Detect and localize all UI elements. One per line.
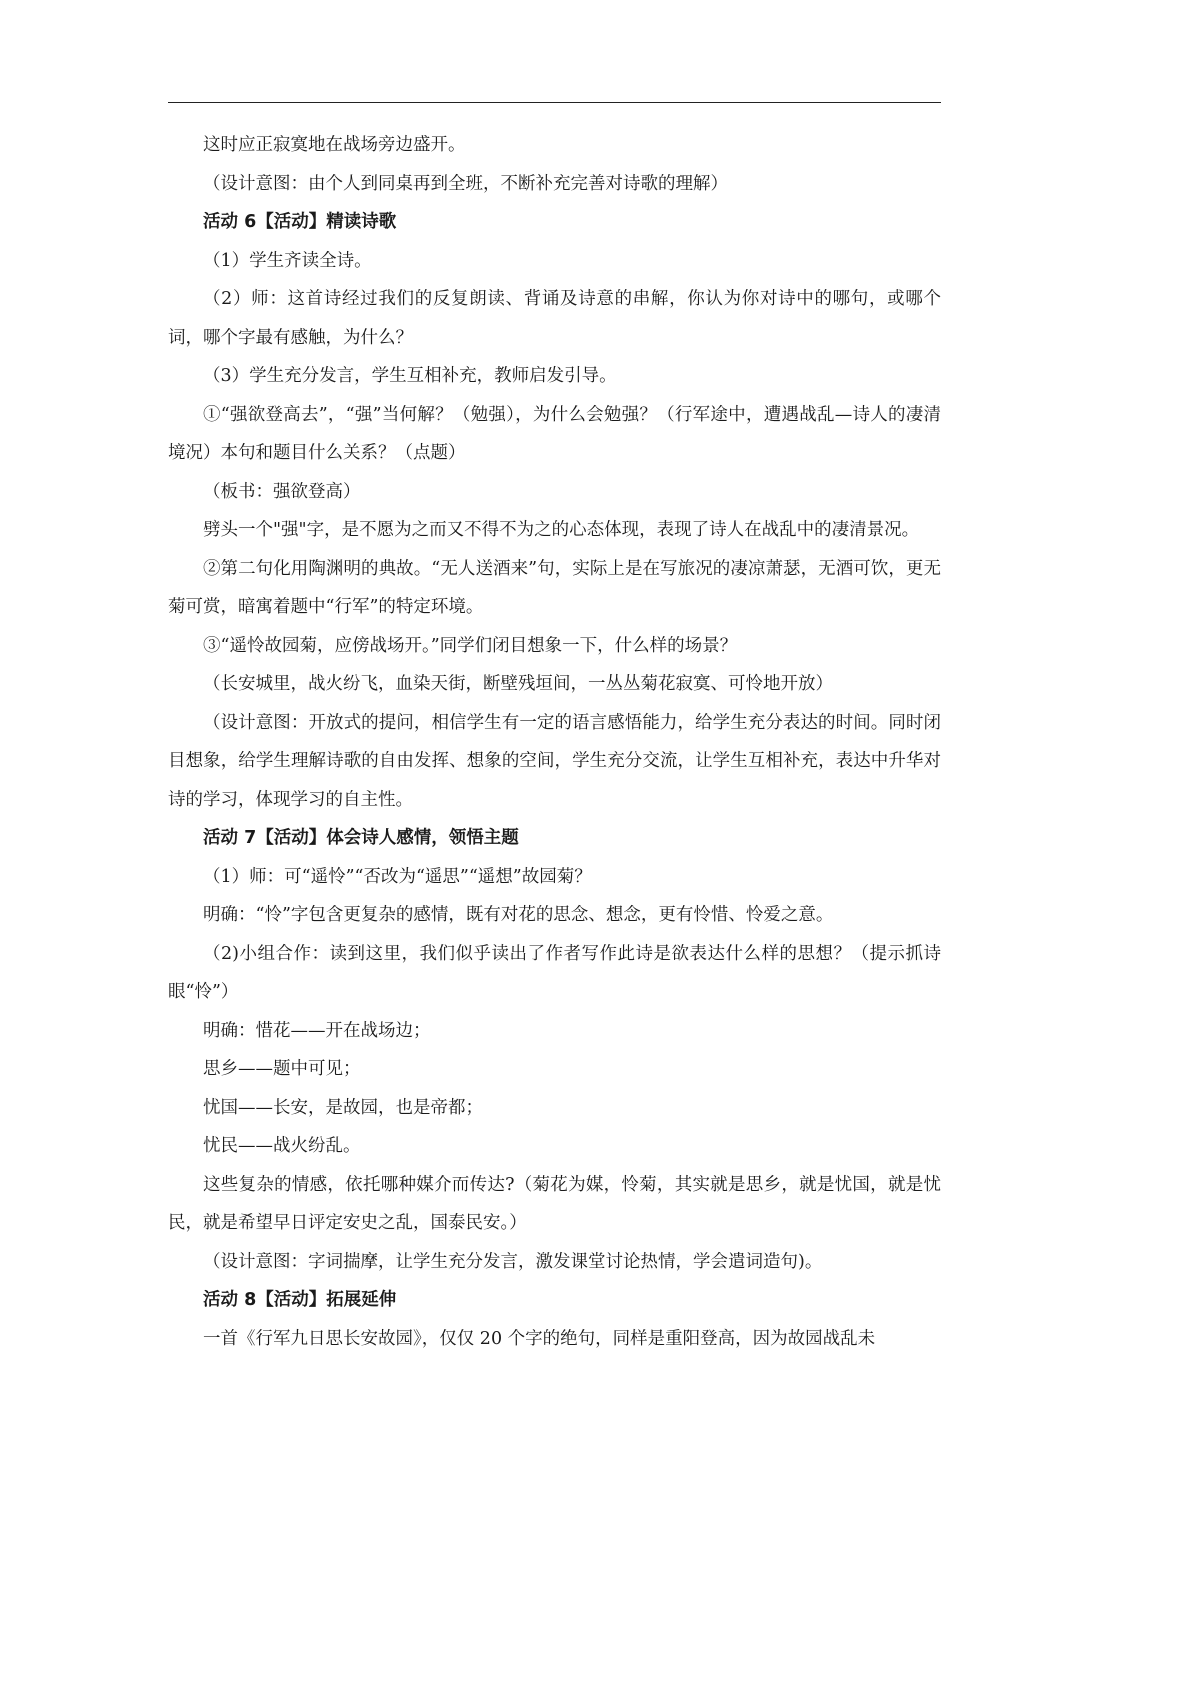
paragraph: 明确：“怜”字包含更复杂的感情，既有对花的思念、想念，更有怜惜、怜爱之意。 <box>203 905 834 925</box>
paragraph: 忧国——长安，是故园，也是帝都； <box>203 1097 483 1118</box>
paragraph: 一首《行军九日思长安故园》，仅仅 20 个字的绝句，同样是重阳登高，因为故园战乱未 <box>203 1328 876 1349</box>
paragraph: 思乡——题中可见； <box>203 1059 361 1079</box>
paragraph: （长安城里，战火纷飞，血染天街，断壁残垣间，一丛丛菊花寂寞、可怜地开放） <box>203 674 833 694</box>
design-intent-note: （设计意图：开放式的提问，相信学生有一定的语言感悟能力，给学生充分表达的时间。同时闭目想象，给学生理解诗歌的自由发挥、想象的空间，学生充分交流，让学生互相补充，表达中升华对诗的学习，体现学习的自主性。 <box>168 712 941 810</box>
blackboard-note: （板书：强欲登高） <box>203 481 361 502</box>
paragraph: 劈头一个"强"字，是不愿为之而又不得不为之的心态体现，表现了诗人在战乱中的凄清景况。 <box>203 520 920 540</box>
paragraph: （3）学生充分发言，学生互相补充，教师启发引导。 <box>203 366 617 386</box>
activity-heading: 活动 8【活动】拓展延伸 <box>203 1290 397 1310</box>
activity-heading: 活动 7【活动】体会诗人感情，领悟主题 <box>203 828 519 848</box>
paragraph: （1）学生齐读全诗。 <box>203 250 372 271</box>
paragraph: 明确：惜花——开在战场边； <box>203 1020 431 1041</box>
page-body <box>168 126 941 1358</box>
paragraph: （1）师：可“遥怜”“否改为“遥思”“遥想”故园菊？ <box>203 866 592 887</box>
design-intent-note: （设计意图：字词揣摩，让学生充分发言，激发课堂讨论热情，学会遣词造句)。 <box>203 1251 823 1272</box>
paragraph: （2）师：这首诗经过我们的反复朗读、背诵及诗意的串解，你认为你对诗中的哪句，或哪个词，哪个字最有感触，为什么？ <box>168 289 941 348</box>
paragraph: ①“强欲登高去”，“强”当何解？（勉强），为什么会勉强？（行军途中，遭遇战乱—诗人的凄清境况）本句和题目什么关系？（点题） <box>168 404 941 463</box>
paragraph: 忧民——战火纷乱。 <box>203 1136 361 1156</box>
paragraph: ②第二句化用陶渊明的典故。“无人送酒来”句，实际上是在写旅况的凄凉萧瑟，无酒可饮，更无菊可赏，暗寓着题中“行军”的特定环境。 <box>168 558 941 617</box>
paragraph: （2)小组合作：读到这里，我们似乎读出了作者写作此诗是欲表达什么样的思想？（提示抓诗眼“怜”） <box>168 943 941 1002</box>
design-intent-note: （设计意图：由个人到同桌再到全班，不断补充完善对诗歌的理解） <box>203 173 728 194</box>
activity-heading: 活动 6【活动】精读诗歌 <box>203 212 397 232</box>
paragraph: 这时应正寂寞地在战场旁边盛开。 <box>203 135 466 155</box>
paragraph: ③“遥怜故园菊，应傍战场开。”同学们闭目想象一下，什么样的场景？ <box>203 635 738 656</box>
header-rule <box>168 102 941 103</box>
paragraph: 这些复杂的情感，依托哪种媒介而传达?（菊花为媒，怜菊，其实就是思乡，就是忧国，就是忧民，就是希望早日评定安史之乱，国泰民安。） <box>168 1174 941 1233</box>
